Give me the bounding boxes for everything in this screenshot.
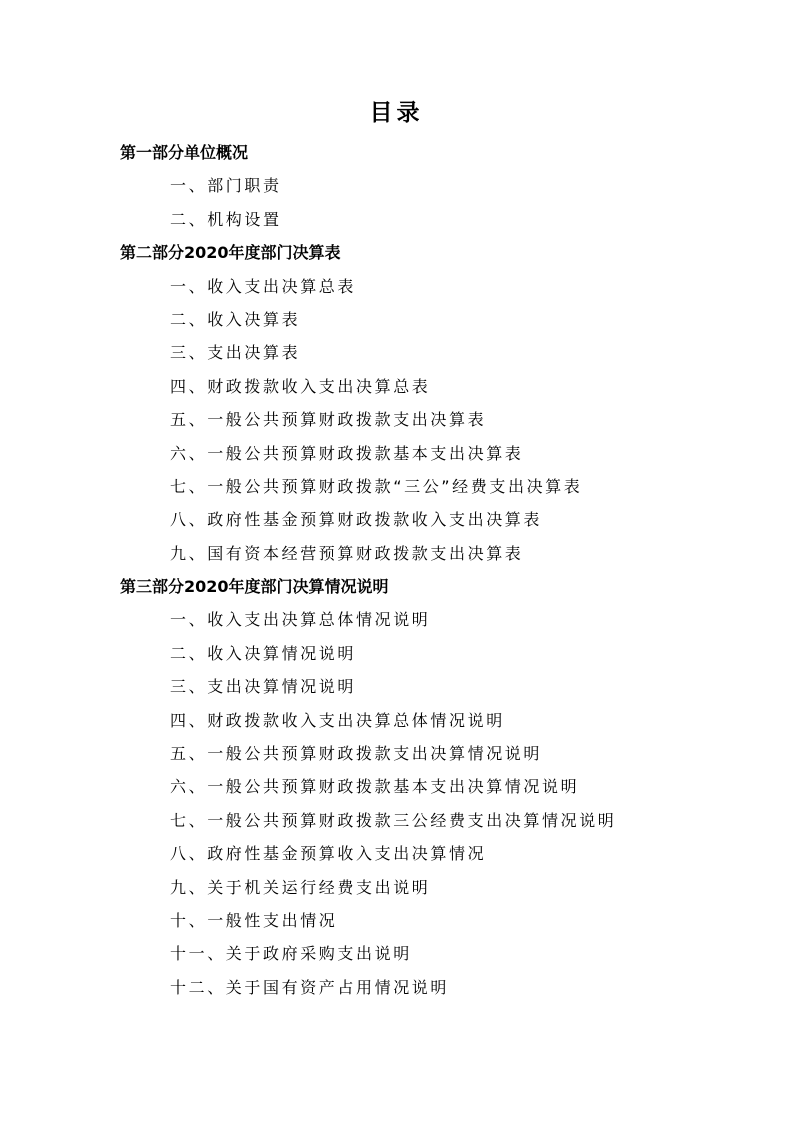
toc-item[interactable]: 一、收入支出决算总体情况说明: [170, 610, 431, 630]
toc-item[interactable]: 四、财政拨款收入支出决算总体情况说明: [170, 710, 505, 730]
page-title: 目录: [369, 100, 424, 126]
toc-item[interactable]: 一、收入支出决算总表: [170, 276, 357, 296]
toc-item[interactable]: 十一、关于政府采购支出说明: [170, 944, 412, 964]
toc-item[interactable]: 六、一般公共预算财政拨款基本支出决算情况说明: [170, 777, 580, 797]
toc-item[interactable]: 二、机构设置: [170, 209, 282, 229]
toc-item[interactable]: 六、一般公共预算财政拨款基本支出决算表: [170, 443, 524, 463]
toc-item[interactable]: 八、政府性基金预算财政拨款收入支出决算表: [170, 510, 543, 530]
toc-section-heading[interactable]: 第一部分单位概况: [120, 143, 249, 162]
toc-section-3: [120, 570, 740, 1004]
toc-item[interactable]: 四、财政拨款收入支出决算总表: [170, 376, 431, 396]
toc-item[interactable]: 八、政府性基金预算收入支出决算情况: [170, 844, 487, 864]
toc-item[interactable]: 二、收入决算表: [170, 309, 301, 329]
toc-item[interactable]: 三、支出决算情况说明: [170, 677, 357, 697]
toc-item[interactable]: 五、一般公共预算财政拨款支出决算情况说明: [170, 744, 543, 764]
toc-item[interactable]: 十、一般性支出情况: [170, 910, 338, 930]
toc-item[interactable]: 二、收入决算情况说明: [170, 643, 357, 663]
toc-item[interactable]: 九、关于机关运行经费支出说明: [170, 877, 431, 897]
toc-item[interactable]: 七、一般公共预算财政拨款“三公”经费支出决算表: [170, 476, 583, 496]
toc-item[interactable]: 三、支出决算表: [170, 343, 301, 363]
toc-item[interactable]: 五、一般公共预算财政拨款支出决算表: [170, 410, 487, 430]
toc-section-2: [120, 236, 740, 570]
table-of-contents: [120, 136, 740, 1004]
toc-item[interactable]: 九、国有资本经营预算财政拨款支出决算表: [170, 543, 524, 563]
toc-section-1: [120, 136, 740, 236]
toc-item[interactable]: 十二、关于国有资产占用情况说明: [170, 977, 450, 997]
toc-section-heading[interactable]: 第三部分2020年度部门决算情况说明: [120, 577, 389, 597]
toc-section-heading[interactable]: 第二部分2020年度部门决算表: [120, 243, 341, 263]
toc-item[interactable]: 七、一般公共预算财政拨款三公经费支出决算情况说明: [170, 810, 617, 830]
toc-item[interactable]: 一、部门职责: [170, 176, 282, 196]
